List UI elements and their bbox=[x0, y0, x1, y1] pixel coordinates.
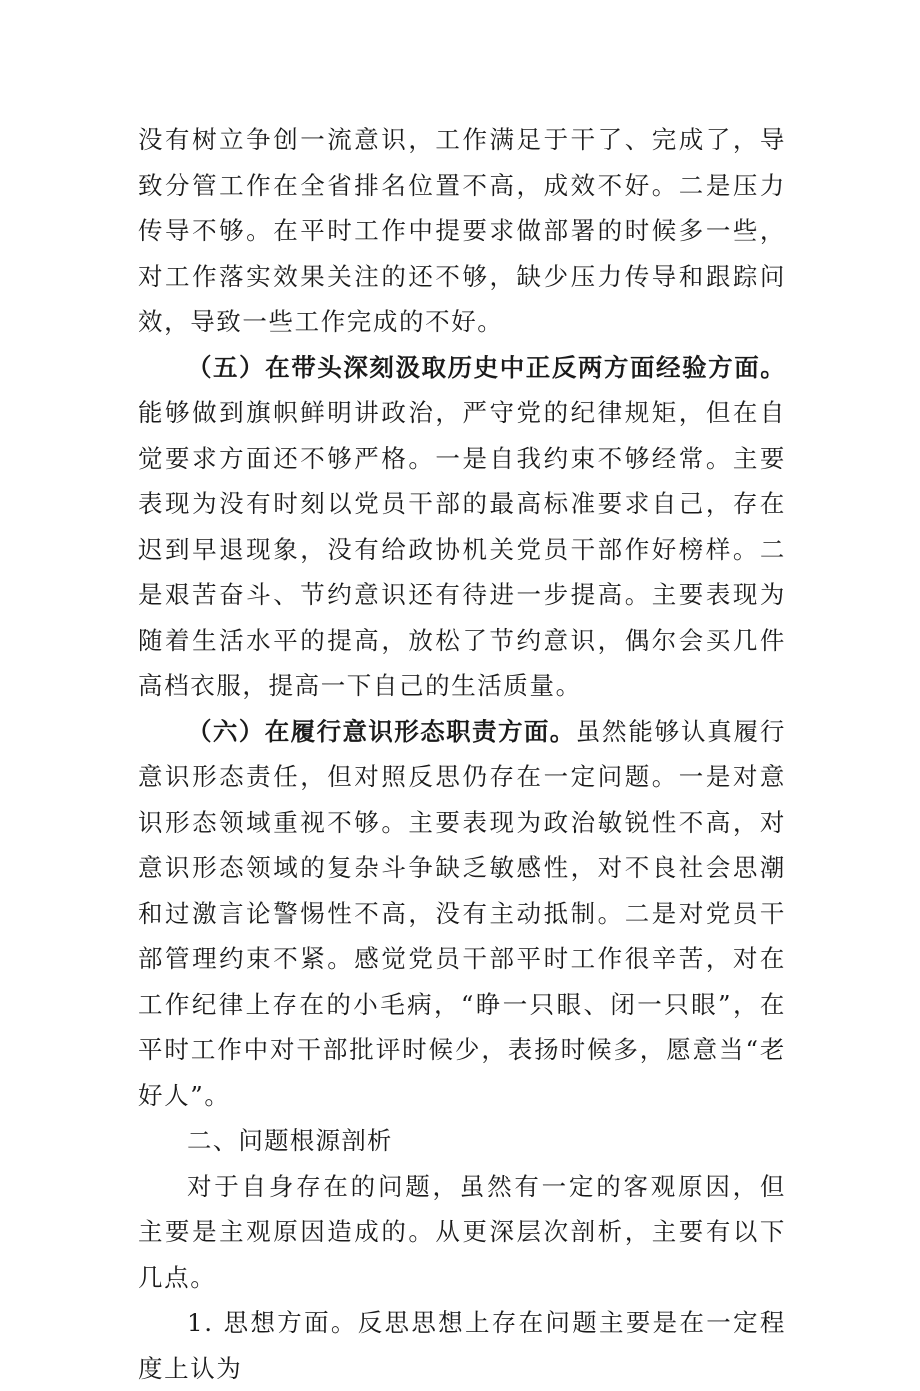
document-page bbox=[138, 117, 786, 1391]
paragraph-4: 对于自身存在的问题，虽然有一定的客观原因，但主要是主观原因造成的。从更深层次剖析，主要有以下几点。 bbox=[138, 1171, 786, 1292]
paragraph-2 bbox=[138, 345, 786, 709]
paragraph-3-heading: （六）在履行意识形态职责方面。 bbox=[187, 716, 576, 746]
paragraph-5: 1. 思想方面。反思思想上存在问题主要是在一定程度上认为 bbox=[138, 1308, 786, 1383]
paragraph-3-body: 虽然能够认真履行意识形态责任，但对照反思仍存在一定问题。一是对意识形态领域重视不够。主要表现为政治敏锐性不高，对意识形态领域的复杂斗争缺乏敏感性，对不良社会思潮和过激言论警惕性不高，没有主动抵制。二是对党员干部管理约束不紧。感觉党员干部平时工作很辛苦，对在工作纪律上存在的小毛病，“睁一只眼、闭一只眼”，在平时工作中对干部批评时候少，表扬时候多，愿意当“老好人”。 bbox=[138, 716, 786, 1110]
section-heading: 二、问题根源剖析 bbox=[187, 1126, 393, 1155]
paragraph-2-body: 能够做到旗帜鲜明讲政治，严守党的纪律规矩，但在自觉要求方面还不够严格。一是自我约束不够经常。主要表现为没有时刻以党员干部的最高标准要求自己，存在迟到早退现象，没有给政协机关党员干部作好榜样。二是艰苦奋斗、节约意识还有待进一步提高。主要表现为随着生活水平的提高，放松了节约意识，偶尔会买几件高档衣服，提高一下自己的生活质量。 bbox=[138, 398, 786, 700]
paragraph-1: 没有树立争创一流意识，工作满足于干了、完成了，导致分管工作在全省排名位置不高，成效不好。二是压力传导不够。在平时工作中提要求做部署的时候多一些，对工作落实效果关注的还不够，缺少压力传导和跟踪问效，导致一些工作完成的不好。 bbox=[138, 125, 786, 336]
paragraph-3 bbox=[138, 709, 786, 1119]
paragraph-2-heading: （五）在带头深刻汲取历史中正反两方面经验方面。 bbox=[187, 352, 786, 382]
